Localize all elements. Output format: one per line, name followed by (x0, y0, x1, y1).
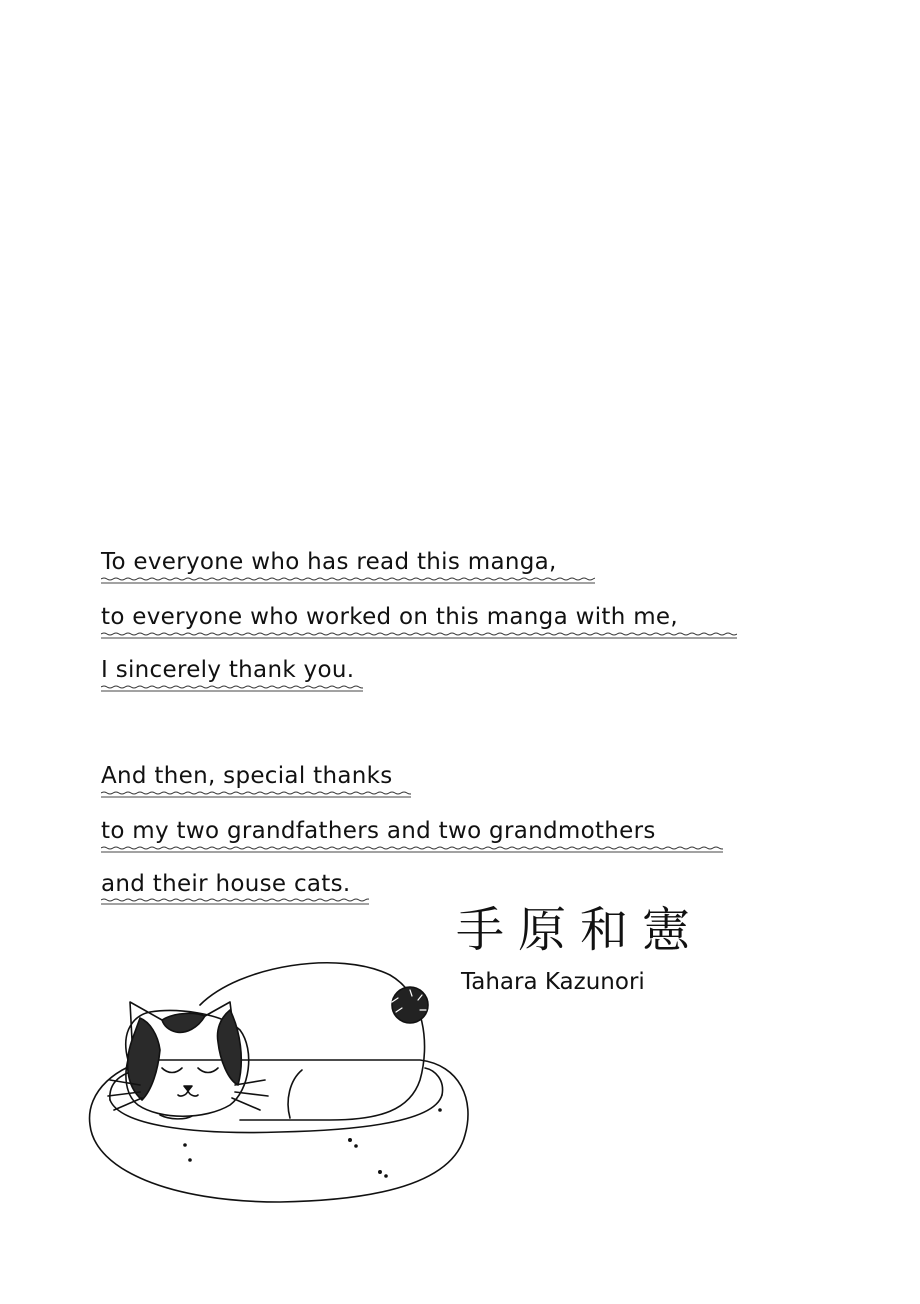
signature-kanji: 手原和憲 (456, 902, 705, 958)
wavy-underline (101, 632, 737, 640)
message-line-3: I sincerely thank you. (101, 657, 355, 683)
wavy-underline (101, 577, 595, 585)
message-line-6: and their house cats. (101, 871, 351, 897)
message-line-4: And then, special thanks (101, 763, 393, 789)
wavy-underline (101, 791, 411, 799)
message-line-5: to my two grandfathers and two grandmothers (101, 818, 656, 844)
wavy-underline (101, 685, 363, 693)
sleeping-cat-in-bed-icon (80, 950, 480, 1214)
message-line-1: To everyone who has read this manga, (101, 549, 557, 575)
message-line-2: to everyone who worked on this manga with me, (101, 604, 678, 630)
wavy-underline (101, 898, 369, 906)
wavy-underline (101, 846, 723, 854)
signature-romaji: Tahara Kazunori (461, 969, 645, 995)
